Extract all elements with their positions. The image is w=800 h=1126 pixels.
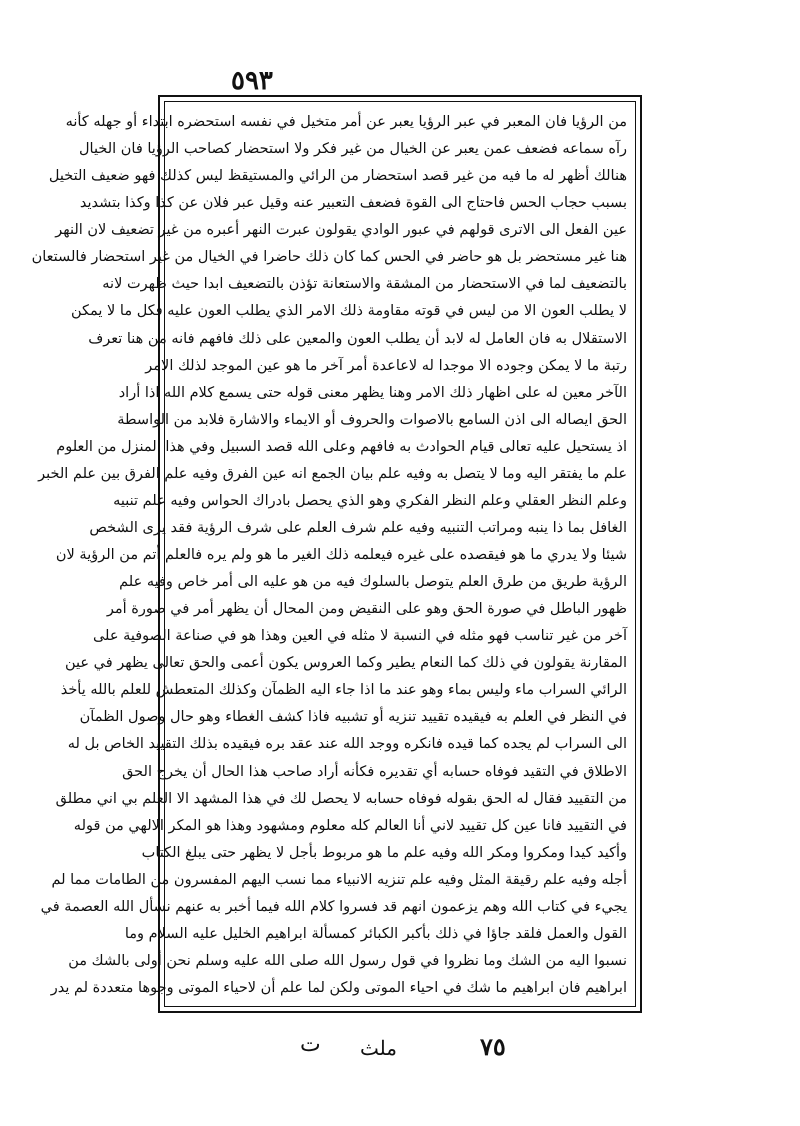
footer-signature: ملث — [360, 1036, 397, 1060]
text-line: يجيء في كتاب الله وهم يزعمون انهم قد فسروا كلام الله فيما أخبر به عنهم نسأل الله العصمة في — [40, 898, 627, 915]
text-line: القول والعمل فلقد جاؤا في ذلك بأكبر الكبائر كمسألة ابراهيم الخليل عليه السلام وما — [124, 925, 627, 942]
footer-catchword: ت — [300, 1032, 321, 1057]
text-line: الى السراب لم يجده كما قيده فانكره ووجد الله عند عقد بره فيقيده بذلك التقييد الخاص بل له — [67, 736, 627, 753]
text-line: هنا غير مستحضر بل هو حاضر في الحس كما كان ذلك حاضرا في الخيال من غير استحضار فالستعان — [31, 249, 627, 266]
text-line: لا يطلب العون الا من ليس في قوته مقاومة ذلك الامر الذي يطلب العون عليه فكل ما لا يمكن — [70, 303, 627, 320]
text-line: بالتضعيف لما في الاستحضار من المشقة والاستعانة تؤذن بالتضعيف ابدا حيث ظهرت لانه — [102, 276, 627, 293]
text-line: الآخر معين له على اظهار ذلك الامر وهنا يظهر معنى قوله حتى يسمع كلام الله اذا أراد — [118, 384, 627, 401]
text-line: الرؤية طريق من طرق العلم يتوصل بالسلوك فيه من هو عليه الى أمر خاص وفيه علم — [119, 574, 627, 591]
text-line: الاطلاق في التقيد فوفاه حسابه أي تقديره فكأنه أراد صاحب هذا الحال أن يخرج الحق — [122, 763, 627, 780]
text-line: اذ يستحيل عليه تعالى قيام الحوادث به فافهم وعلى الله قصد السبيل وفي هذا المنزل من العلوم — [56, 438, 627, 455]
page-footer — [300, 1032, 540, 1072]
text-line: في التقييد فانا عين كل تقييد لاني أنا العالم كله معلوم ومشهود وهذا هو المكر الالهي من قوله — [73, 817, 627, 834]
text-line: الحق ايصاله الى اذن السامع بالاصوات والحروف أو الايماء والاشارة فلابد من الواسطة — [117, 411, 627, 428]
text-line: نسبوا اليه من الشك وما نظروا في قول رسول الله صلى الله عليه وسلم نحن أولى بالشك من — [68, 952, 627, 969]
page-number: ٥٩٣ — [231, 66, 273, 96]
text-line: رآه سماعه فضعف عمن يعبر عن الخيال من غير فكر ولا استحضار كصاحب الرؤيا فان الخيال — [79, 141, 627, 158]
text-line: ابراهيم فان ابراهيم ما شك في احياء الموتى ولكن لما علم أن لاحياء الموتى وجوها متعددة لم يدر — [50, 980, 627, 996]
text-line: وعلم النظر العقلي وعلم النظر الفكري وهو الذي يحصل بادراك الحواس وفيه علم تنبيه — [113, 492, 627, 509]
text-line: ظهور الباطل في صورة الحق وهو على النقيض ومن المحال أن يظهر أمر في صورة أمر — [106, 601, 627, 618]
text-line: في النظر في العلم به فيقيده تقييد تنزيه أو تشبيه فاذا كشف الغطاء وهو حال وصول الظمآن — [79, 709, 627, 726]
text-line: عين الفعل الى الاترى قولهم في عبور الوادي يقولون عبرت النهر أعبره من غير تضعيف لان النهر — [55, 222, 627, 239]
text-line: رتبة ما لا يمكن وجوده الا موجدا له لاعاعدة أمر آخر ما هو عين الموجد لذلك الامر — [145, 357, 627, 374]
text-line: وأكيد كيدا ومكروا ومكر الله وفيه علم ما هو مربوط بأجل لا يظهر حتى يبلغ الكتاب — [141, 844, 627, 861]
text-line: الاستقلال به فان العامل له لابد أن يطلب العون والمعين على ذلك فافهم فانه من هنا تعرف — [88, 330, 627, 347]
text-line: الغافل بما ذا ينبه ومراتب التنبيه وفيه علم شرف العلم على شرف الرؤية فقد يرى الشخص — [89, 519, 627, 536]
text-line: شيئا ولا يدري ما هو فيقصده على غيره فيعلمه ذلك الغير ما هو ولم يره فالعلم أتم من الرؤية لان — [55, 547, 627, 563]
text-line: الرائي السراب ماء وليس بماء وهو عند ما اذا جاء اليه الظمآن وكذلك المتعطش للعلم بالله يأخذ — [60, 682, 627, 699]
text-line: من التقييد فقال له الحق بقوله فوفاه حسابه لا يحصل لك في هذا المشهد الا العلم بي اني مطلق — [55, 790, 627, 807]
footer-page-label: ٧٥ — [480, 1032, 506, 1061]
text-line: هنالك أظهر له ما فيه من غير قصد استحضار من الرائي والمستيقظ ليس كذلك فهو ضعيف التخيل — [48, 168, 627, 185]
text-line: من الرؤيا فان المعبر في عبر الرؤيا يعبر عن أمر متخيل في نفسه استحضره ابتداء أو جهله كأنه — [65, 114, 627, 130]
text-line: علم ما يفتقر اليه وما لا يتصل به وفيه علم بيان الجمع انه عين الفرق وفيه علم الفرق بين علم الخبر — [38, 465, 627, 482]
text-line: المقارنة يقولون في ذلك كما النعام يطير وكما العروس يكون أعمى والحق تعالى يظهر في عين — [64, 655, 627, 672]
text-line: بسبب حجاب الحس فاحتاج الى القوة فضعف التعبير عنه وقيل عبر فلان عن كذا وكذا بتشديد — [79, 195, 627, 212]
text-block — [31, 101, 636, 1007]
text-line: آخر من غير تناسب فهو مثله في النسبة لا مثله في العين وهذا هو في صناعة الصوفية على — [92, 628, 627, 645]
text-line: أجله وفيه علم رقيقة المثل وفيه علم تنزيه الانبياء مما نسب اليهم المفسرون من الطامات مما لم — [51, 871, 627, 888]
